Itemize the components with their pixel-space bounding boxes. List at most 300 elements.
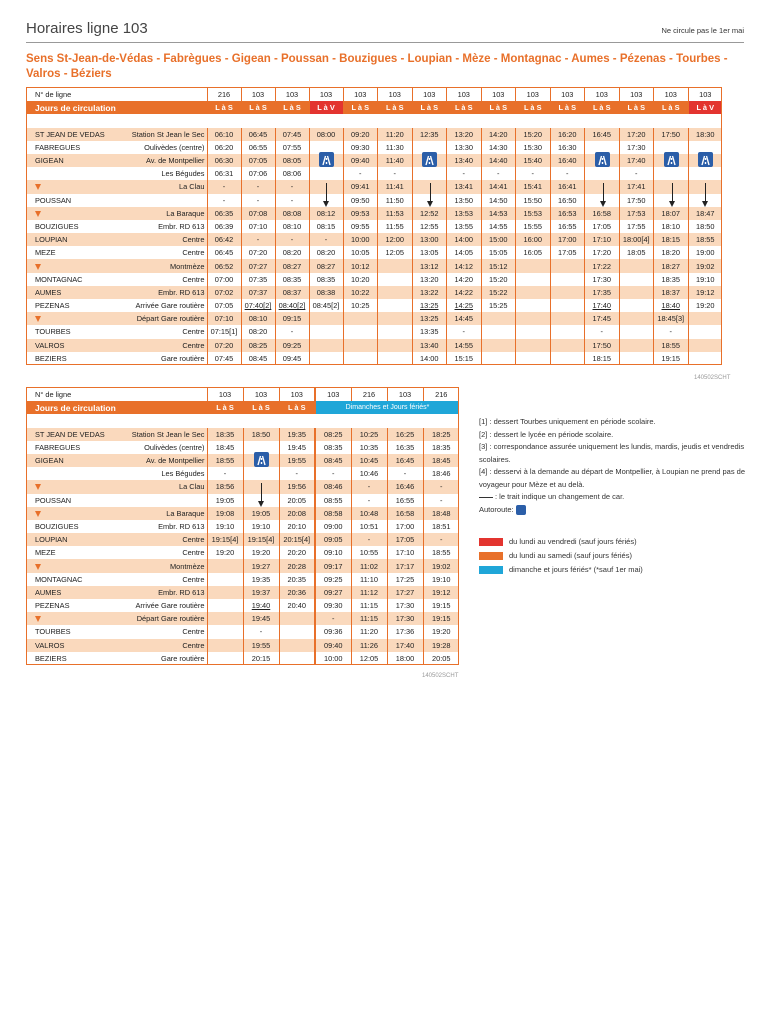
timetable-evening-sunday [27, 388, 459, 665]
departure-time [550, 339, 585, 352]
departure-time: - [275, 325, 309, 338]
departure-time: 16:45 [387, 454, 423, 467]
stop-name [27, 507, 117, 520]
departure-time [516, 339, 551, 352]
line-number: 103 [550, 88, 585, 101]
departure-time: 08:10 [241, 312, 275, 325]
stop-row [27, 494, 459, 507]
departure-time: 20:15 [243, 652, 279, 665]
down-arrow-icon [261, 483, 262, 502]
departure-time: 16:50 [550, 194, 585, 207]
departure-time: 09:05 [315, 533, 351, 546]
departure-time: 16:55 [387, 494, 423, 507]
departure-time [343, 312, 378, 325]
departure-time: 13:12 [412, 259, 447, 272]
day-code: L à V [688, 101, 722, 114]
departure-time: 19:55 [243, 639, 279, 652]
departure-time: 18:37 [654, 286, 689, 299]
days-row [27, 401, 459, 414]
departure-time: 09:50 [343, 194, 378, 207]
timetable-main-stamp: 140502SCHT [694, 375, 731, 381]
departure-time: 19:10 [207, 520, 243, 533]
departure-time [550, 273, 585, 286]
departure-time [585, 167, 620, 180]
stop-name: FABREGUES [27, 141, 117, 154]
departure-time: 09:55 [343, 220, 378, 233]
departure-time: 08:27 [309, 259, 343, 272]
departure-time: 08:25 [315, 428, 351, 441]
days-label: Jours de circulation [27, 401, 207, 414]
down-triangle-icon [35, 316, 41, 322]
line-number: 216 [423, 388, 459, 401]
stop-name: PEZENAS [27, 299, 117, 312]
stop-location: Av. de Montpellier [117, 154, 207, 167]
stop-name [27, 259, 117, 272]
stop-row [27, 180, 722, 193]
departure-time: 19:08 [207, 507, 243, 520]
departure-time: 17:40 [619, 154, 654, 167]
highway-icon [254, 452, 269, 467]
departure-time [207, 612, 243, 625]
down-arrow-icon [430, 183, 431, 202]
departure-time: 08:27 [275, 259, 309, 272]
departure-time: - [241, 233, 275, 246]
down-arrow-icon [326, 183, 327, 202]
departure-time: 07:05 [241, 154, 275, 167]
departure-time: 18:27 [654, 259, 689, 272]
stop-row [27, 612, 459, 625]
departure-time: - [585, 325, 620, 338]
departure-time: 08:40[2] [275, 299, 309, 312]
stop-location: La Clau [117, 480, 207, 493]
line-number: 103 [516, 88, 551, 101]
stop-row [27, 141, 722, 154]
departure-time: 11:20 [378, 128, 413, 141]
departure-time: 15:25 [481, 299, 516, 312]
departure-time [309, 339, 343, 352]
legend-orange: du lundi au samedi (sauf jours fériés) [479, 551, 632, 560]
departure-time: 14:00 [412, 352, 447, 365]
departure-time: 18:40 [654, 299, 689, 312]
departure-time: 09:17 [315, 559, 351, 572]
departure-time: 12:55 [412, 220, 447, 233]
departure-time: 09:15 [275, 312, 309, 325]
stop-name [27, 480, 117, 493]
departure-time: 10:25 [351, 428, 387, 441]
stop-name [27, 612, 117, 625]
spacer-row [27, 114, 722, 127]
stop-name [27, 207, 117, 220]
departure-time [481, 352, 516, 365]
footnote-3: [3] : correspondance assurée uniquement les lundis, mardis, jeudis et vendredis scolaires. [479, 442, 745, 464]
departure-time: 09:00 [315, 520, 351, 533]
departure-time: 09:36 [315, 625, 351, 638]
days-row [27, 101, 722, 114]
stop-name: AUMES [27, 586, 117, 599]
departure-time: - [243, 625, 279, 638]
departure-time: 10:55 [351, 546, 387, 559]
departure-time: 13:50 [447, 194, 482, 207]
stop-location: Les Bégudes [117, 167, 207, 180]
down-arrow-icon [603, 183, 604, 202]
departure-time: 15:55 [516, 220, 551, 233]
departure-time [343, 339, 378, 352]
departure-time: - [351, 533, 387, 546]
departure-time: 15:30 [516, 141, 551, 154]
departure-time: 19:15[4] [243, 533, 279, 546]
highway-icon [422, 152, 437, 167]
departure-time: 11:40 [378, 154, 413, 167]
departure-time [550, 352, 585, 365]
departure-time: 17:30 [585, 273, 620, 286]
departure-time: 08:25 [241, 339, 275, 352]
footnote-change-bus: : le trait indique un changement de car. [479, 491, 749, 504]
day-code: L à S [378, 101, 413, 114]
departure-time [550, 299, 585, 312]
departure-time: 19:28 [423, 639, 459, 652]
departure-time: 18:56 [207, 480, 243, 493]
departure-time: 07:06 [241, 167, 275, 180]
departure-time [207, 586, 243, 599]
departure-time: 19:15 [654, 352, 689, 365]
departure-time: 17:25 [387, 573, 423, 586]
stop-name: BEZIERS [27, 652, 117, 665]
departure-time [412, 167, 447, 180]
departure-time: 08:55 [315, 494, 351, 507]
day-code: L à S [516, 101, 551, 114]
departure-time [343, 352, 378, 365]
stop-location: Centre [117, 573, 207, 586]
departure-time [688, 352, 722, 365]
departure-time [279, 625, 315, 638]
stop-row [27, 546, 459, 559]
departure-time: 18:20 [654, 246, 689, 259]
departure-time [516, 299, 551, 312]
departure-time: 17:10 [387, 546, 423, 559]
departure-time: 18:30 [688, 128, 722, 141]
spacer-row [27, 414, 459, 427]
departure-time: 15:40 [516, 154, 551, 167]
line-number: 216 [207, 88, 241, 101]
departure-time: 14:53 [481, 207, 516, 220]
departure-time: 17:22 [585, 259, 620, 272]
departure-time: 18:55 [688, 233, 722, 246]
departure-time: 14:45 [447, 312, 482, 325]
departure-time: 15:22 [481, 286, 516, 299]
departure-time [550, 259, 585, 272]
departure-time: 18:45[3] [654, 312, 689, 325]
departure-time: 19:05 [207, 494, 243, 507]
departure-time: 18:47 [688, 207, 722, 220]
departure-time: - [516, 167, 551, 180]
departure-time [619, 259, 654, 272]
departure-time [343, 325, 378, 338]
departure-time: 18:55 [423, 546, 459, 559]
line-number: 103 [378, 88, 413, 101]
departure-time: 17:50 [619, 194, 654, 207]
stop-name: LOUPIAN [27, 533, 117, 546]
footnote-autoroute: Autoroute: [479, 504, 749, 517]
stop-location: Centre [117, 325, 207, 338]
departure-time: 18:15 [654, 233, 689, 246]
stop-name: MEZE [27, 546, 117, 559]
day-code: L à S [481, 101, 516, 114]
departure-time [619, 273, 654, 286]
departure-time: 15:50 [516, 194, 551, 207]
departure-time: 08:37 [275, 286, 309, 299]
departure-time [207, 559, 243, 572]
departure-time [619, 312, 654, 325]
departure-time: 06:30 [207, 154, 241, 167]
departure-time: 13:41 [447, 180, 482, 193]
departure-time: 16:58 [585, 207, 620, 220]
departure-time: 10:22 [343, 286, 378, 299]
spacer-cell [27, 114, 722, 127]
departure-time: 13:20 [447, 128, 482, 141]
stop-row [27, 652, 459, 665]
departure-time: 18:50 [688, 220, 722, 233]
departure-time: - [309, 233, 343, 246]
departure-time: 18:05 [619, 246, 654, 259]
stop-location: Station St Jean le Sec [117, 128, 207, 141]
highway-icon [319, 152, 334, 167]
departure-time [378, 312, 413, 325]
departure-time [688, 167, 722, 180]
departure-time: 14:55 [447, 339, 482, 352]
departure-time: 19:20 [423, 625, 459, 638]
departure-time: - [207, 467, 243, 480]
departure-time [243, 467, 279, 480]
departure-time: 19:20 [688, 299, 722, 312]
departure-time: 10:12 [343, 259, 378, 272]
departure-time: 19:40 [243, 599, 279, 612]
stop-location: Départ Gare routière [117, 312, 207, 325]
departure-time: 11:20 [351, 625, 387, 638]
departure-time: 10:45 [351, 454, 387, 467]
timetable-evening-stamp: 140502SCHT [422, 673, 459, 679]
departure-time [688, 325, 722, 338]
stop-row [27, 454, 459, 467]
departure-time: 09:25 [275, 339, 309, 352]
departure-time: 07:15[1] [207, 325, 241, 338]
departure-time: 11:15 [351, 599, 387, 612]
down-arrow-icon [672, 183, 673, 202]
departure-time: - [654, 325, 689, 338]
stop-name: FABREGUES [27, 441, 117, 454]
underline-icon [479, 497, 493, 498]
stop-name: POUSSAN [27, 494, 117, 507]
departure-time: 10:25 [343, 299, 378, 312]
stop-row [27, 520, 459, 533]
line-number: 103 [688, 88, 722, 101]
footnote-1: [1] : dessert Tourbes uniquement en période scolaire. [479, 417, 656, 426]
departure-time: 18:50 [243, 428, 279, 441]
stop-row [27, 194, 722, 207]
departure-time: 18:45 [207, 441, 243, 454]
departure-time: 18:45 [423, 454, 459, 467]
stop-row [27, 625, 459, 638]
departure-time: 09:25 [315, 573, 351, 586]
departure-time [550, 325, 585, 338]
departure-time: 11:12 [351, 586, 387, 599]
departure-time: 19:35 [243, 573, 279, 586]
departure-time: 13:25 [412, 299, 447, 312]
stop-row [27, 207, 722, 220]
stop-location: Embr. RD 613 [117, 586, 207, 599]
stop-location: Gare routière [117, 352, 207, 365]
departure-time: 16:53 [550, 207, 585, 220]
departure-time [309, 167, 343, 180]
legend-blue: dimanche et jours fériés* (*sauf 1er mai) [479, 565, 643, 574]
stop-row [27, 533, 459, 546]
departure-time: - [275, 194, 309, 207]
stop-name: MONTAGNAC [27, 273, 117, 286]
departure-time: 18:10 [654, 220, 689, 233]
departure-time [619, 286, 654, 299]
departure-time: 07:10 [241, 220, 275, 233]
line-number: 103 [619, 88, 654, 101]
day-code: L à S [619, 101, 654, 114]
line-number: 103 [315, 388, 351, 401]
stop-row [27, 441, 459, 454]
departure-time: - [279, 467, 315, 480]
departure-time: 14:25 [447, 299, 482, 312]
footnote-4: [4] : desservi à la demande au départ de Montpellier, à Loupian ne prend pas de voyageur pour Mèze et au delà. [479, 467, 746, 489]
departure-time: 08:08 [275, 207, 309, 220]
stop-name: PEZENAS [27, 599, 117, 612]
departure-time: 14:30 [481, 141, 516, 154]
departure-time: - [447, 167, 482, 180]
departure-time: 16:00 [516, 233, 551, 246]
departure-time: 07:37 [241, 286, 275, 299]
day-code: L à S [585, 101, 620, 114]
stop-location: Av. de Montpellier [117, 454, 207, 467]
stop-location: Centre [117, 546, 207, 559]
departure-time: 20:35 [279, 573, 315, 586]
departure-time [481, 339, 516, 352]
departure-time [516, 312, 551, 325]
departure-time: 14:20 [447, 273, 482, 286]
departure-time: 17:50 [585, 339, 620, 352]
departure-time: - [315, 612, 351, 625]
stop-name [27, 467, 117, 480]
departure-time: 17:36 [387, 625, 423, 638]
departure-time: 06:31 [207, 167, 241, 180]
stop-row [27, 246, 722, 259]
departure-time: 07:20 [241, 246, 275, 259]
stop-name [27, 559, 117, 572]
departure-time: 09:20 [343, 128, 378, 141]
departure-time: 19:00 [688, 246, 722, 259]
line-number: 103 [275, 88, 309, 101]
departure-time: 17:00 [387, 520, 423, 533]
departure-time: 10:46 [351, 467, 387, 480]
departure-time: 18:48 [423, 507, 459, 520]
stop-row [27, 339, 722, 352]
departure-time: 08:00 [309, 128, 343, 141]
stop-location: Arrivée Gare routière [117, 299, 207, 312]
day-code: L à S [241, 101, 275, 114]
departure-time: 13:05 [412, 246, 447, 259]
departure-time: 14:05 [447, 246, 482, 259]
departure-time: 07:35 [241, 273, 275, 286]
departure-time: 18:07 [654, 207, 689, 220]
departure-time: 17:55 [619, 220, 654, 233]
departure-time: 06:10 [207, 128, 241, 141]
departure-time: - [423, 494, 459, 507]
departure-time: 08:35 [315, 441, 351, 454]
departure-time: 14:55 [481, 220, 516, 233]
departure-time: 10:05 [343, 246, 378, 259]
departure-time: - [207, 180, 241, 193]
stop-name: BOUZIGUES [27, 520, 117, 533]
stop-location: Oulivèdes (centre) [117, 141, 207, 154]
departure-time [688, 339, 722, 352]
stop-row [27, 167, 722, 180]
departure-time: 08:20 [309, 246, 343, 259]
departure-time: 17:30 [387, 612, 423, 625]
departure-time: 18:35 [423, 441, 459, 454]
departure-time: 07:05 [207, 299, 241, 312]
stop-row [27, 286, 722, 299]
departure-time: 07:27 [241, 259, 275, 272]
departure-time: 12:35 [412, 128, 447, 141]
departure-time: - [619, 167, 654, 180]
day-code: L à S [275, 101, 309, 114]
departure-time [516, 259, 551, 272]
line-number: 103 [243, 388, 279, 401]
line-number: 216 [351, 388, 387, 401]
departure-time: 20:40 [279, 599, 315, 612]
stop-location: Centre [117, 233, 207, 246]
highway-icon [698, 152, 713, 167]
line-number: 103 [447, 88, 482, 101]
departure-time: 07:02 [207, 286, 241, 299]
departure-time: 06:55 [241, 141, 275, 154]
departure-time: 18:25 [423, 428, 459, 441]
title-divider [26, 42, 744, 43]
line-number: 103 [279, 388, 315, 401]
departure-time: 16:30 [550, 141, 585, 154]
departure-time: 16:35 [387, 441, 423, 454]
departure-time [207, 625, 243, 638]
departure-time: 08:58 [315, 507, 351, 520]
departure-time [207, 639, 243, 652]
departure-time: 11:53 [378, 207, 413, 220]
departure-time: 11:02 [351, 559, 387, 572]
departure-time: 08:45 [241, 352, 275, 365]
departure-time: 11:26 [351, 639, 387, 652]
day-code: L à S [654, 101, 689, 114]
line-number-label: N° de ligne [27, 88, 207, 101]
departure-time: 06:45 [241, 128, 275, 141]
departure-time: 07:10 [207, 312, 241, 325]
stop-location: La Clau [117, 180, 207, 193]
stop-name: GIGEAN [27, 154, 117, 167]
departure-time: 10:00 [343, 233, 378, 246]
departure-time [550, 286, 585, 299]
line-number: 103 [207, 388, 243, 401]
departure-time: 11:15 [351, 612, 387, 625]
departure-time: 15:53 [516, 207, 551, 220]
departure-time: 06:52 [207, 259, 241, 272]
day-code: L à S [207, 101, 241, 114]
stop-location: La Baraque [117, 207, 207, 220]
day-code: L à S [243, 401, 279, 414]
stop-row [27, 573, 459, 586]
departure-time [309, 352, 343, 365]
line-number: 103 [585, 88, 620, 101]
